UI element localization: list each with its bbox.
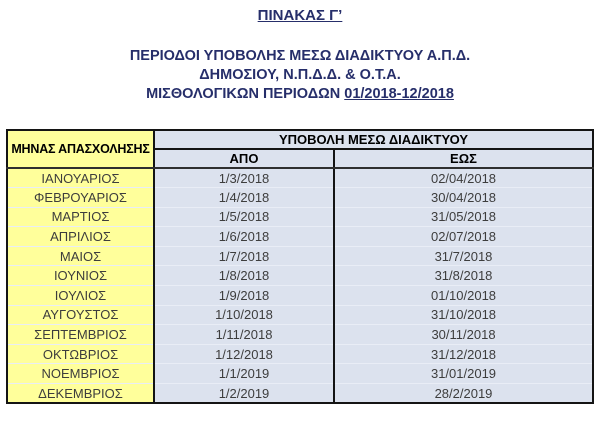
from-header-cell: ΑΠΟ	[154, 149, 334, 168]
subtitle-line-3-prefix: ΜΙΣΘΟΛΟΓΙΚΩΝ ΠΕΡΙΟΔΩΝ	[146, 86, 345, 102]
to-date-cell: 02/04/2018	[334, 168, 593, 188]
table-row	[7, 168, 593, 188]
month-cell: ΙΟΥΝΙΟΣ	[7, 266, 154, 286]
from-date-cell: 1/1/2019	[154, 364, 334, 384]
table-row	[7, 305, 593, 325]
table-row	[7, 364, 593, 384]
from-date-cell: 1/10/2018	[154, 305, 334, 325]
to-date-cell: 28/2/2019	[334, 384, 593, 404]
table-row	[7, 286, 593, 306]
submission-periods-table	[6, 129, 594, 404]
page-title-text: ΠΙΝΑΚΑΣ Γ’	[257, 7, 343, 24]
from-date-cell: 1/9/2018	[154, 286, 334, 306]
to-date-cell: 31/05/2018	[334, 207, 593, 227]
table-row	[7, 207, 593, 227]
month-cell: ΙΑΝΟΥΑΡΙΟΣ	[7, 168, 154, 188]
subtitle-line-3-period-range: 01/2018-12/2018	[344, 86, 454, 102]
from-date-cell: 1/12/2018	[154, 344, 334, 364]
month-column-header-cell: ΜΗΝΑΣ ΑΠΑΣΧΟΛΗΣΗΣ	[7, 130, 154, 168]
table-row	[7, 325, 593, 345]
month-cell: ΦΕΒΡΟΥΑΡΙΟΣ	[7, 188, 154, 208]
to-date-cell: 31/10/2018	[334, 305, 593, 325]
from-date-cell: 1/2/2019	[154, 384, 334, 404]
table-row	[7, 344, 593, 364]
from-date-cell: 1/8/2018	[154, 266, 334, 286]
to-date-cell: 31/01/2019	[334, 364, 593, 384]
from-date-cell: 1/4/2018	[154, 188, 334, 208]
from-date-cell: 1/7/2018	[154, 246, 334, 266]
table-row	[7, 188, 593, 208]
from-date-cell: 1/11/2018	[154, 325, 334, 345]
table-body	[7, 168, 593, 403]
from-date-cell: 1/5/2018	[154, 207, 334, 227]
table-row	[7, 384, 593, 404]
document-subtitle	[0, 47, 600, 104]
subtitle-line-1: ΠΕΡΙΟΔΟΙ ΥΠΟΒΟΛΗΣ ΜΕΣΩ ΔΙΑΔΙΚΤΥΟΥ Α.Π.Δ.	[129, 48, 471, 64]
to-date-cell: 30/04/2018	[334, 188, 593, 208]
month-cell: ΣΕΠΤΕΜΒΡΙΟΣ	[7, 325, 154, 345]
group-header-row	[7, 130, 593, 149]
table-row	[7, 227, 593, 247]
month-cell: ΝΟΕΜΒΡΙΟΣ	[7, 364, 154, 384]
subtitle-line-2: ΔΗΜΟΣΙΟΥ, Ν.Π.Δ.Δ. & Ο.Τ.Α.	[199, 67, 401, 83]
month-cell: ΜΑΙΟΣ	[7, 246, 154, 266]
to-date-cell: 31/8/2018	[334, 266, 593, 286]
table-row	[7, 266, 593, 286]
month-cell: ΙΟΥΛΙΟΣ	[7, 286, 154, 306]
to-date-cell: 31/7/2018	[334, 246, 593, 266]
to-date-cell: 30/11/2018	[334, 325, 593, 345]
month-cell: ΜΑΡΤΙΟΣ	[7, 207, 154, 227]
subtitle-line-3	[0, 85, 600, 104]
table-header	[7, 130, 593, 168]
month-cell: ΟΚΤΩΒΡΙΟΣ	[7, 344, 154, 364]
month-cell: ΔΕΚΕΜΒΡΙΟΣ	[7, 384, 154, 404]
page-title	[0, 7, 600, 24]
group-header-cell: ΥΠΟΒΟΛΗ ΜΕΣΩ ΔΙΑΔΙΚΤΥΟΥ	[154, 130, 593, 149]
from-date-cell: 1/3/2018	[154, 168, 334, 188]
month-cell: ΑΠΡΙΛΙΟΣ	[7, 227, 154, 247]
to-date-cell: 31/12/2018	[334, 344, 593, 364]
table-row	[7, 246, 593, 266]
to-date-cell: 02/07/2018	[334, 227, 593, 247]
to-header-cell: ΕΩΣ	[334, 149, 593, 168]
to-date-cell: 01/10/2018	[334, 286, 593, 306]
month-cell: ΑΥΓΟΥΣΤΟΣ	[7, 305, 154, 325]
from-date-cell: 1/6/2018	[154, 227, 334, 247]
